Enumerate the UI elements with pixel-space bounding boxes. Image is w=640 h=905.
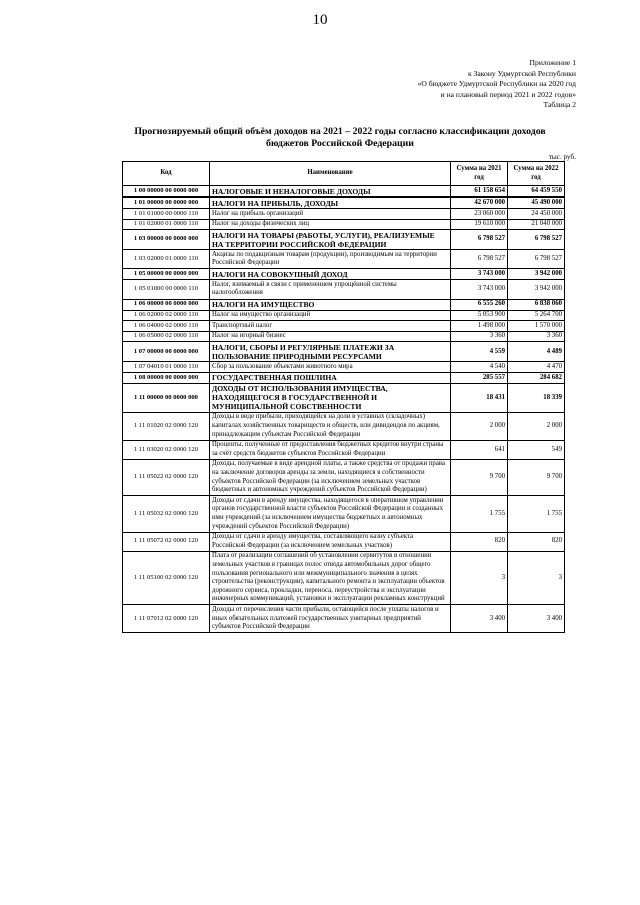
- row-code: 1 06 04000 02 0000 110: [123, 321, 210, 332]
- row-code: 1 01 01000 00 0000 110: [123, 209, 210, 220]
- row-2021: 9 700: [451, 459, 508, 495]
- row-2022: 24 450 000: [508, 209, 565, 220]
- row-code: 1 06 02000 02 0000 110: [123, 310, 210, 321]
- row-name: НАЛОГИ НА ИМУЩЕСТВО: [210, 299, 451, 310]
- row-2022: 21 040 000: [508, 219, 565, 230]
- row-name: Доходы в виде прибыли, приходящейся на доли в уставных (складочных) капиталах хозяйственных товариществ и обществ, или дивидендов по акциям, принадлежащим субъектам Российской Федерации: [210, 412, 451, 440]
- row-2021: 4 559: [451, 342, 508, 362]
- row-2022: 3 942 000: [508, 280, 565, 299]
- row-2021: 3 743 000: [451, 280, 508, 299]
- appendix-line: к Закону Удмуртской Республики: [467, 68, 576, 78]
- row-code: 1 08 00000 00 0000 000: [123, 372, 210, 383]
- row-name: Транспортный налог: [210, 321, 451, 332]
- row-name: ДОХОДЫ ОТ ИСПОЛЬЗОВАНИЯ ИМУЩЕСТВА, НАХОДЯЩЕГОСЯ В ГОСУДАРСТВЕННОЙ И МУНИЦИПАЛЬНОЙ СОБСТВЕННОСТИ: [210, 383, 451, 412]
- table-row: [123, 321, 565, 332]
- appendix-note: [418, 58, 576, 111]
- row-2022: 18 339: [508, 383, 565, 412]
- title-line: Прогнозируемый общий объём доходов на 2021 – 2022 годы согласно классификации доходов: [134, 126, 546, 137]
- unit-label: тыс. руб.: [548, 153, 576, 161]
- row-2021: 5 053 900: [451, 310, 508, 321]
- row-2021: 19 610 000: [451, 219, 508, 230]
- table-row: [123, 219, 565, 230]
- row-name: Акцизы по подакцизным товарам (продукции), производимым на территории Российской Федерации: [210, 250, 451, 269]
- document-title: [120, 126, 560, 150]
- row-name: НАЛОГИ НА СОВОКУПНЫЙ ДОХОД: [210, 269, 451, 280]
- row-name: НАЛОГОВЫЕ И НЕНАЛОГОВЫЕ ДОХОДЫ: [210, 186, 451, 198]
- row-2022: 45 490 000: [508, 197, 565, 209]
- row-2022: 3: [508, 551, 565, 605]
- row-name: Сбор за пользование объектами животного мира: [210, 362, 451, 373]
- row-name: Плата от реализации соглашений об установлении сервитутов в отношении земельных участков в границах полос отвода автомобильных дорог общего пользования регионального или межмуниципального значения в целях строительства (реконструкции), капитального ремонта и эксплуатации объектов дорожного сервиса, прокладки, переноса, переустройства и эксплуатации инженерных коммуникаций, установки и эксплуатации рекламных конструкций: [210, 551, 451, 605]
- row-name: Доходы от сдачи в аренду имущества, составляющего казну субъекта Российской Федерации (за исключением земельных участков): [210, 532, 451, 551]
- row-code: 1 03 00000 00 0000 000: [123, 230, 210, 250]
- row-name: Доходы от перечисления части прибыли, остающейся после уплаты налогов и иных обязательных платежей государственных унитарных предприятий субъектов Российской Федерации: [210, 605, 451, 633]
- row-name: НАЛОГИ НА ПРИБЫЛЬ, ДОХОДЫ: [210, 197, 451, 209]
- table-row: [123, 372, 565, 383]
- row-2022: 820: [508, 532, 565, 551]
- table-row: [123, 269, 565, 280]
- row-2022: 3 360: [508, 331, 565, 342]
- header-2022: Сумма на 2022 год: [508, 162, 565, 186]
- table-row: [123, 250, 565, 269]
- row-code: 1 01 02000 01 0000 110: [123, 219, 210, 230]
- row-2021: 42 670 000: [451, 197, 508, 209]
- appendix-line: и на плановый период 2021 и 2022 годов»: [440, 89, 576, 99]
- row-name: Налог на прибыль организаций: [210, 209, 451, 220]
- row-name: Налог на доходы физических лиц: [210, 219, 451, 230]
- table-row: [123, 342, 565, 362]
- row-2021: 6 798 527: [451, 250, 508, 269]
- row-name: НАЛОГИ НА ТОВАРЫ (РАБОТЫ, УСЛУГИ), РЕАЛИЗУЕМЫЕ НА ТЕРРИТОРИИ РОССИЙСКОЙ ФЕДЕРАЦИИ: [210, 230, 451, 250]
- row-2021: 61 158 654: [451, 186, 508, 198]
- appendix-table-number: Таблица 2: [543, 100, 576, 109]
- table-row: [123, 532, 565, 551]
- row-2022: 2 000: [508, 412, 565, 440]
- table-row: [123, 230, 565, 250]
- row-code: 1 11 05072 02 0000 120: [123, 532, 210, 551]
- row-2021: 2 000: [451, 412, 508, 440]
- row-2021: 3 743 000: [451, 269, 508, 280]
- table-row: [123, 310, 565, 321]
- row-2021: 1 755: [451, 496, 508, 532]
- table-row: [123, 459, 565, 495]
- row-2022: 284 682: [508, 372, 565, 383]
- row-code: 1 06 05000 02 0000 110: [123, 331, 210, 342]
- table-row: [123, 383, 565, 412]
- table-row: [123, 280, 565, 299]
- row-2021: 3: [451, 551, 508, 605]
- table-row: [123, 197, 565, 209]
- revenue-table: [122, 161, 565, 633]
- table-row: [123, 496, 565, 532]
- row-name: Налог на игорный бизнес: [210, 331, 451, 342]
- row-name: Налог на имущество организаций: [210, 310, 451, 321]
- row-2022: 4 489: [508, 342, 565, 362]
- row-2021: 3 400: [451, 605, 508, 633]
- row-code: 1 06 00000 00 0000 000: [123, 299, 210, 310]
- row-code: 1 05 00000 00 0000 000: [123, 269, 210, 280]
- row-code: 1 11 05032 02 0000 120: [123, 496, 210, 532]
- row-name: НАЛОГИ, СБОРЫ И РЕГУЛЯРНЫЕ ПЛАТЕЖИ ЗА ПОЛЬЗОВАНИЕ ПРИРОДНЫМИ РЕСУРСАМИ: [210, 342, 451, 362]
- header-code: Код: [123, 162, 210, 186]
- row-2022: 6 798 527: [508, 250, 565, 269]
- appendix-line: «О бюджете Удмуртской Республики на 2020 год: [417, 79, 576, 88]
- table-row: [123, 186, 565, 198]
- row-code: 1 11 03020 02 0000 120: [123, 440, 210, 459]
- row-2021: 18 431: [451, 383, 508, 412]
- row-code: 1 03 02000 01 0000 110: [123, 250, 210, 269]
- row-2021: 6 555 260: [451, 299, 508, 310]
- table-row: [123, 331, 565, 342]
- row-2021: 1 498 000: [451, 321, 508, 332]
- table-row: [123, 362, 565, 373]
- table-row: [123, 440, 565, 459]
- row-code: 1 00 00000 00 0000 000: [123, 186, 210, 198]
- row-2021: 820: [451, 532, 508, 551]
- page-number: 10: [312, 12, 328, 28]
- appendix-line: Приложение 1: [529, 58, 576, 67]
- table-row: [123, 551, 565, 605]
- row-code: 1 11 01020 02 0000 120: [123, 412, 210, 440]
- row-code: 1 11 00000 00 0000 000: [123, 383, 210, 412]
- row-2021: 285 557: [451, 372, 508, 383]
- row-code: 1 07 00000 00 0000 000: [123, 342, 210, 362]
- row-2022: 6 838 060: [508, 299, 565, 310]
- row-2021: 641: [451, 440, 508, 459]
- table-header-row: [123, 162, 565, 186]
- table-row: [123, 299, 565, 310]
- row-2021: 4 540: [451, 362, 508, 373]
- row-name: Доходы от сдачи в аренду имущества, находящегося в оперативном управлении органов государственной власти субъектов Российской Федерации и созданных ими учреждений (за исключением имущества бюджетных и автономных учреждений субъектов Российской Федерации): [210, 496, 451, 532]
- row-name: Проценты, полученные от предоставления бюджетных кредитов внутри страны за счёт средств бюджетов субъектов Российской Федерации: [210, 440, 451, 459]
- row-name: ГОСУДАРСТВЕННАЯ ПОШЛИНА: [210, 372, 451, 383]
- row-2021: 3 360: [451, 331, 508, 342]
- row-code: 1 11 05100 02 0000 120: [123, 551, 210, 605]
- row-2022: 4 470: [508, 362, 565, 373]
- row-code: 1 01 00000 00 0000 000: [123, 197, 210, 209]
- row-2022: 1 570 000: [508, 321, 565, 332]
- row-code: 1 07 04010 01 0000 110: [123, 362, 210, 373]
- row-2022: 549: [508, 440, 565, 459]
- row-2022: 3 942 000: [508, 269, 565, 280]
- table-row: [123, 412, 565, 440]
- table-body: [123, 186, 565, 633]
- row-2021: 23 060 000: [451, 209, 508, 220]
- header-name: Наименование: [210, 162, 451, 186]
- row-2022: 3 400: [508, 605, 565, 633]
- row-code: 1 05 01000 00 0000 110: [123, 280, 210, 299]
- row-2022: 1 755: [508, 496, 565, 532]
- row-code: 1 11 05022 02 0000 120: [123, 459, 210, 495]
- row-name: Доходы, получаемые в виде арендной платы, а также средства от продажи права на заключение договоров аренды за земли, находящиеся в собственности субъектов Российской Федерации (за исключением земельных участков бюджетных и автономных учреждений субъектов Российской Федерации): [210, 459, 451, 495]
- row-code: 1 11 07012 02 0000 120: [123, 605, 210, 633]
- row-2021: 6 798 527: [451, 230, 508, 250]
- table-row: [123, 605, 565, 633]
- row-name: Налог, взимаемый в связи с применением упрощённой системы налогообложения: [210, 280, 451, 299]
- row-2022: 6 798 527: [508, 230, 565, 250]
- table-row: [123, 209, 565, 220]
- row-2022: 5 264 700: [508, 310, 565, 321]
- title-line: бюджетов Российской Федерации: [266, 138, 414, 149]
- row-2022: 9 700: [508, 459, 565, 495]
- header-2021: Сумма на 2021 год: [451, 162, 508, 186]
- row-2022: 64 459 550: [508, 186, 565, 198]
